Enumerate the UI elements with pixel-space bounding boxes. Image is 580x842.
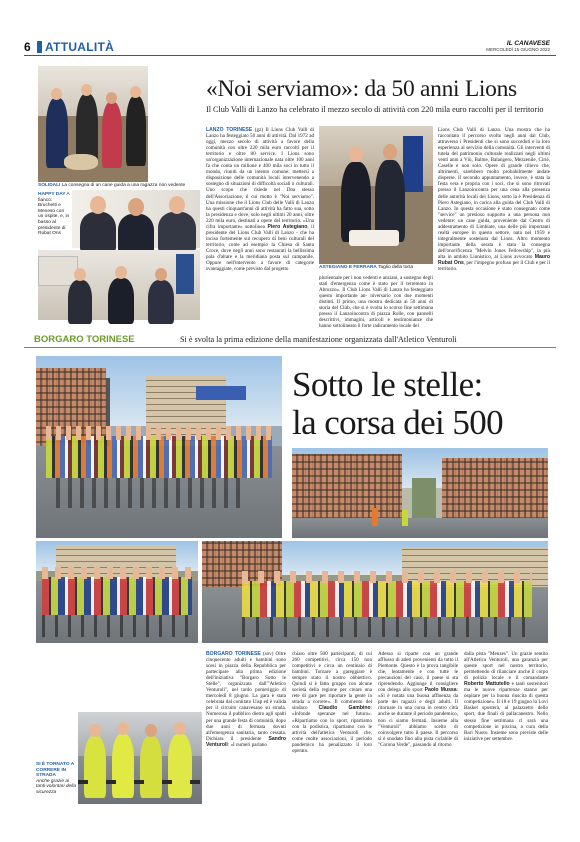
masthead: IL CANAVESE [506,40,550,47]
photo-three-men [72,190,200,248]
photo-cake-cutting [319,126,433,264]
lions-headline: «Noi serviamo»: da 50 anni Lions [206,76,517,102]
section-title: ATTUALITÀ [45,40,115,54]
photo-children-running [202,541,548,643]
caption-happy-day: HAPPY DAY A fianco: Bruchetti e Meneso con un ospite, e, in basso al presidente di Rubat Ons [38,192,70,237]
issue-date: MERCOLEDÌ 15 GIUGNO 2022 [486,47,550,52]
borgaro-col-3: Adesso si riparte con un grande afflusso di atleti provenienti da tutto il Piemonte. Questo è la prova tangibile che, lentamente e con tutte le precauzioni del caso, il paese si sta riprendendo. Aggiunge il consigliere con delega allo sport Paolo Mussa: «Si è notata una buona affluenza da parte dei ragazzi e degli adulti. Il ritornare in una corsa in centro città anche se durante il periodo pandemico, non ci siamo fermati. Insieme alla "Venturoli" abbiamo scelto di coinvolgere tutto il paese. Il percorso si è snodato fino alla pista ciclabile di "Corona Verde", passando al ritorno [378,651,458,748]
caption-volunteers: SI È TORNATO A CORRERE IN STRADA Anche grazie ai tanti volontari della sicurezza [36,762,76,795]
photo-children-line [36,541,198,643]
borgaro-col-4: dalla pista "Menzes". Un grazie sentito all'Atletica Venturoli, una garanzia per queste sport nel nostro territorio, permettendo di rilanciare anche il corpo di polizia locale e il comandante Roberto Mattutello e tanti sostenitori ma le nuove ripartenze stanno per ospitare per la buona riuscita di questa competizione». Il 18 e 19 giugno la Lovi Basket sposterà, al palazzetto dello sport, due finali di pallacanestro. Nello stesso fine settimana ci sarà una competizione in piscina, a cura della Bari Nuoto. Insieme sono previste delle iniziative per settembre. [464,651,548,742]
photo-guide-dog [38,66,148,182]
lions-subtitle: Il Club Valli di Lanzo ha celebrato il mezzo secolo di attività con 220 mila euro raccolti per il territorio [206,105,544,114]
page-number: 6 [24,40,31,54]
borgaro-col-2: chiaro oltre 500 partecipanti, di cui 260 competitivi, circa 150 non competitivi e circa un centinaio di bambini. Tornare a gareggiare è sempre stato il nostro obbiettivo. Quindi si è fatto gruppo con alcune società della regione per creare una rete di gare per riportare la gente in strada a correre». Il commento del sindaco Claudio Gambino: «Infonde speranze nel futuro». «Ripartiamo con lo sport, ripartiamo con la podistica, ripartiamo con le attività dell'atletica Venturoli che, come molte associazioni, il periodo pandemico ha penalizzato il loro operato. [292,651,372,754]
borgaro-headline-line2: la corsa dei 500 [292,403,504,442]
borgaro-col-1: BORGARO TORINESE (sov) Oltre cinquecento adulti e bambini sono scesi in piazza della Repubblica per partecipare alla prima edizione dell'iniziativa "Borgaro Sotto le Stelle", organizzata dall'"Atletico Venturoli", nel tardo pomeriggio di mercoledì 8 giugno. La gara è stata celebrata dal comitato Uisp ed è valida per il circuito canavesano su strada. Numerosa il pubblico dietro agli spalti per una grande festa di comunità, dopo due anni di fermata dovuti all'emergenza sanitaria, tanto cessata. Dichiara il presidente Sandro Venturoli: «I numeri parlano [206,651,286,748]
photo-runners-buildings [292,448,548,538]
borgaro-place: BORGARO TORINESE [34,334,135,345]
photo-race-start [36,356,282,538]
lions-col-3: Lions Club Valli di Lanzo. Una mostra che ha raccontato il percorso svolto negli anni dal Club, attraverso i Presidenti che si sono succeduti e la loro esperienza al servizio della comunità. Gli interventi di tutela del patrimonio culturale realizzati negli ultimi venti anni a Vìù, Balme, Balangero, Mezzenile, Cirié, Caselle e non solo. Opere di grande rilievo che, altrimenti, sarebbero molto probabilmente andate disperse. Il secondo appuntamento, invece, è stata la festa vera e propria con i soci, che si sono ritrovati presso il Lanzoincontra per una cena alla presenza delle autorità locali dei Lions, sotto la è Presidenza di Piero Astegiano, in carica alla guida del Club Valli di Lanzo. In questa occasione è stato consegnato come "service" un presioso supporto a una persona non vedente: un cane guida, proveniente dal Centro di addestramento di Limbiate, una delle più importanti realtà europee in questo settore, nata nel 1959 e integralmente sostenuta dai Lions. Altro momento importante della serata è stata la consegna dell'onorificenza "Melvin Jones Fellowship", la più alta in ambito Lionistico, al Lions avvocato Mauro Rubat Ons, per l'impegno profuso per il Club e per il territorio. [438,127,550,273]
lions-col-2: pluriennale per i non vedenti e anziani, a sostegno degli stati d'emergenza come è stato per il terremoto in Abruzzo». Il Club Lions Valli di Lanzo ha festeggiato questo importante an- niversario con due momenti distinti. Il primo, una mostra dedicata ai 50 anni di storia del Club, che si è svolta lo scorso fine settimana presso il Lanzoincontra di piazza Rolle, con pannelli descrittivi, immagini, articoli e testimonianze che hanno sottolineato il forte radicamento locale del [319,275,433,330]
borgaro-strap [24,334,556,348]
borgaro-headline-line1: Sotto le stelle: [292,365,483,404]
section-bar [37,41,42,53]
caption-astegiano: ASTEGIANO E FERRARA Taglio della torta [319,265,414,270]
caption-solidali: SOLIDALI La consegna di un cane guida a una ragazza non vedente [38,183,186,188]
photo-medal-award [38,250,200,320]
photo-volunteers [78,712,202,804]
lions-col-2-top-text: pluriennale per i non vedenti e anziani, a sostegno degli stati d'emergenza come è stato per il terremoto in Abruzzo». Il Club Lions Valli di Lanzo ha festeggiato questo importante an- [319,275,433,300]
borgaro-strapline: Si è svolta la prima edizione della manifestazione organizzata dall'Atletico Venturoli [180,335,457,344]
page-header [24,40,556,56]
lions-col-1: LANZO TORINESE (gz) Il Lions Club Valli di Lanzo ha festeggiato 50 anni di attività. Dal 1972 ad oggi, mezzo secolo di attività a favore della comunità con oltre 220 mila euro raccolti per il territorio e oltre 80 service. I Lions sono un'organizzazione internazionale nata oltre 100 anni fa che conta un milione e 400 mila soci in tutto il mondo, riuniti da un intento comune: mettersi a disposizione delle comunità locali intervenendo a sostegno di situazioni di difficoltà sociali o culturali. Uno scopo che risiede nel Dna stesso dell'Associazione, il cui motto è "Noi serviamo". Una missione che il Lions Club delle Valli di Lanzo ha questi cinquant'anni di attività ha fatto sua, sotto la presidenza e dove, solo negli ultimi 20 anni, oltre 220 mila euro, destinati a opere del territorio. «Una cifra importante» sottolinea Piero Astegiano, il presidente del Lions Club Valli di Lanzo - che ha inciso fortemente sul recupero di beni culturali del territorio, come ad esempio la Chiesa di Santa Croce, dove negli anni sono restaurati la bellissima pala d'altare e la meridiana posta sul campanile. Oppure nell'intervento a favore di categorie svantaggiate, come previsto dal progetto [206,127,314,273]
header-rule [24,55,556,56]
